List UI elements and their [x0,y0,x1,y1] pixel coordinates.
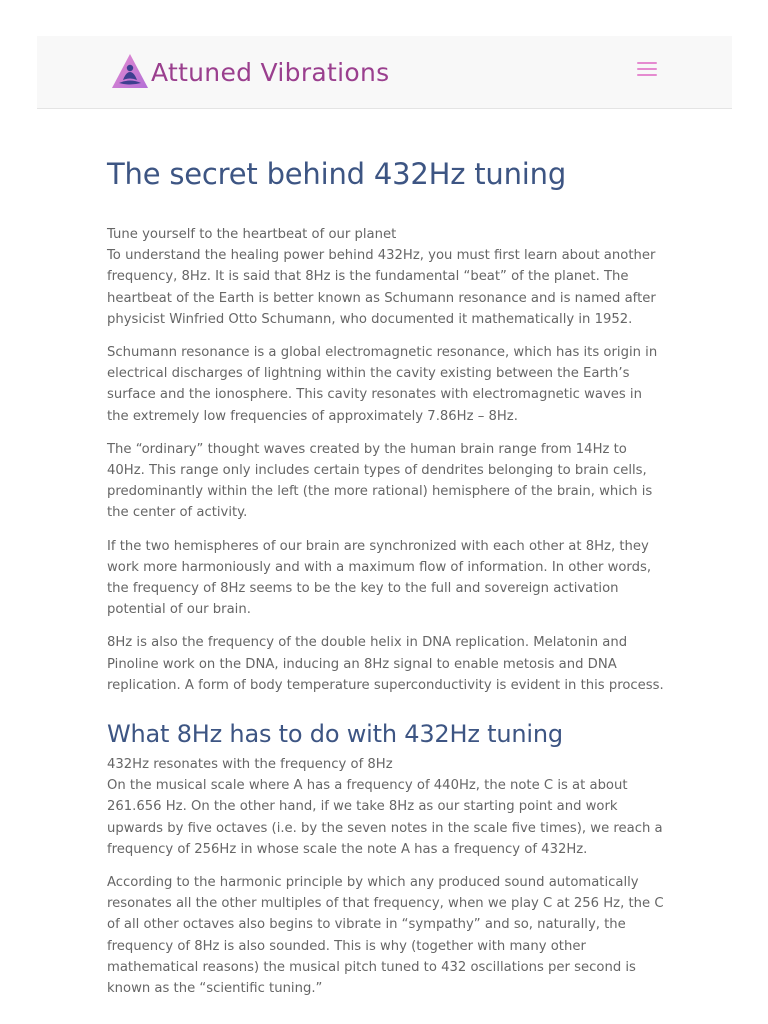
page-title: The secret behind 432Hz tuning [107,157,567,191]
article-content [107,150,665,1011]
paragraph: To understand the healing power behind 432Hz, you must first learn about another frequency, 8Hz. It is said that 8Hz is the fundamental “beat” of the planet. The heartbeat of the Earth is better known as Schumann resonance and is named after physicist Winfried Otto Schumann, who documented it mathematically in 1952. [107,248,656,327]
paragraph: 8Hz is also the frequency of the double helix in DNA replication. Melatonin and Pinoline work on the DNA, inducing an 8Hz signal to enable metosis and DNA replication. A form of body temperature superconductivity is evident in this process. [107,635,664,693]
hamburger-menu-icon[interactable] [637,62,657,78]
paragraph: If the two hemispheres of our brain are synchronized with each other at 8Hz, they work more harmoniously and with a maximum flow of information. In other words, the frequency of 8Hz seems to be the key to the full and sovereign activation potential of our brain. [107,538,652,618]
paragraph: According to the harmonic principle by which any produced sound automatically resonates all the other multiples of that frequency, when we play C at 256 Hz, the C of all other octaves also begins to vibrate in “sympathy” and so, naturally, the frequency of 8Hz is also sounded. This is why (together with many other mathematical reasons) the musical pitch tuned to 432 oscillations per second is known as the “scientific tuning.” [107,875,664,997]
paragraph: Schumann resonance is a global electromagnetic resonance, which has its origin in electrical discharges of lightning within the cavity existing between the Earth’s surface and the ionosphere. This cavity resonates with electromagnetic waves in the extremely low frequencies of approximately 7.86Hz – 8Hz. [107,345,658,424]
logo-wordmark: Attuned Vibrations [151,57,390,87]
section-subtitle: 432Hz resonates with the frequency of 8Hz [107,757,393,773]
paragraph: The “ordinary” thought waves created by the human brain range from 14Hz to 40Hz. This range only includes certain types of dendrites belonging to brain cells, predominantly within the left (the more rational) hemisphere of the brain, which is the center of activity. [107,441,653,521]
paragraph: On the musical scale where A has a frequency of 440Hz, the note C is at about 261.656 Hz. On the other hand, if we take 8Hz as our starting point and work upwards by five octaves (i.e. by the seven notes in the scale five times), we reach a frequency of 256Hz in whose scale the note A has a frequency of 432Hz. [107,778,663,857]
section-heading: What 8Hz has to do with 432Hz tuning [107,720,563,749]
site-logo[interactable] [110,51,389,91]
section-subtitle: Tune yourself to the heartbeat of our planet [107,227,397,242]
site-header [37,36,732,109]
meditation-figure-icon [110,51,150,91]
